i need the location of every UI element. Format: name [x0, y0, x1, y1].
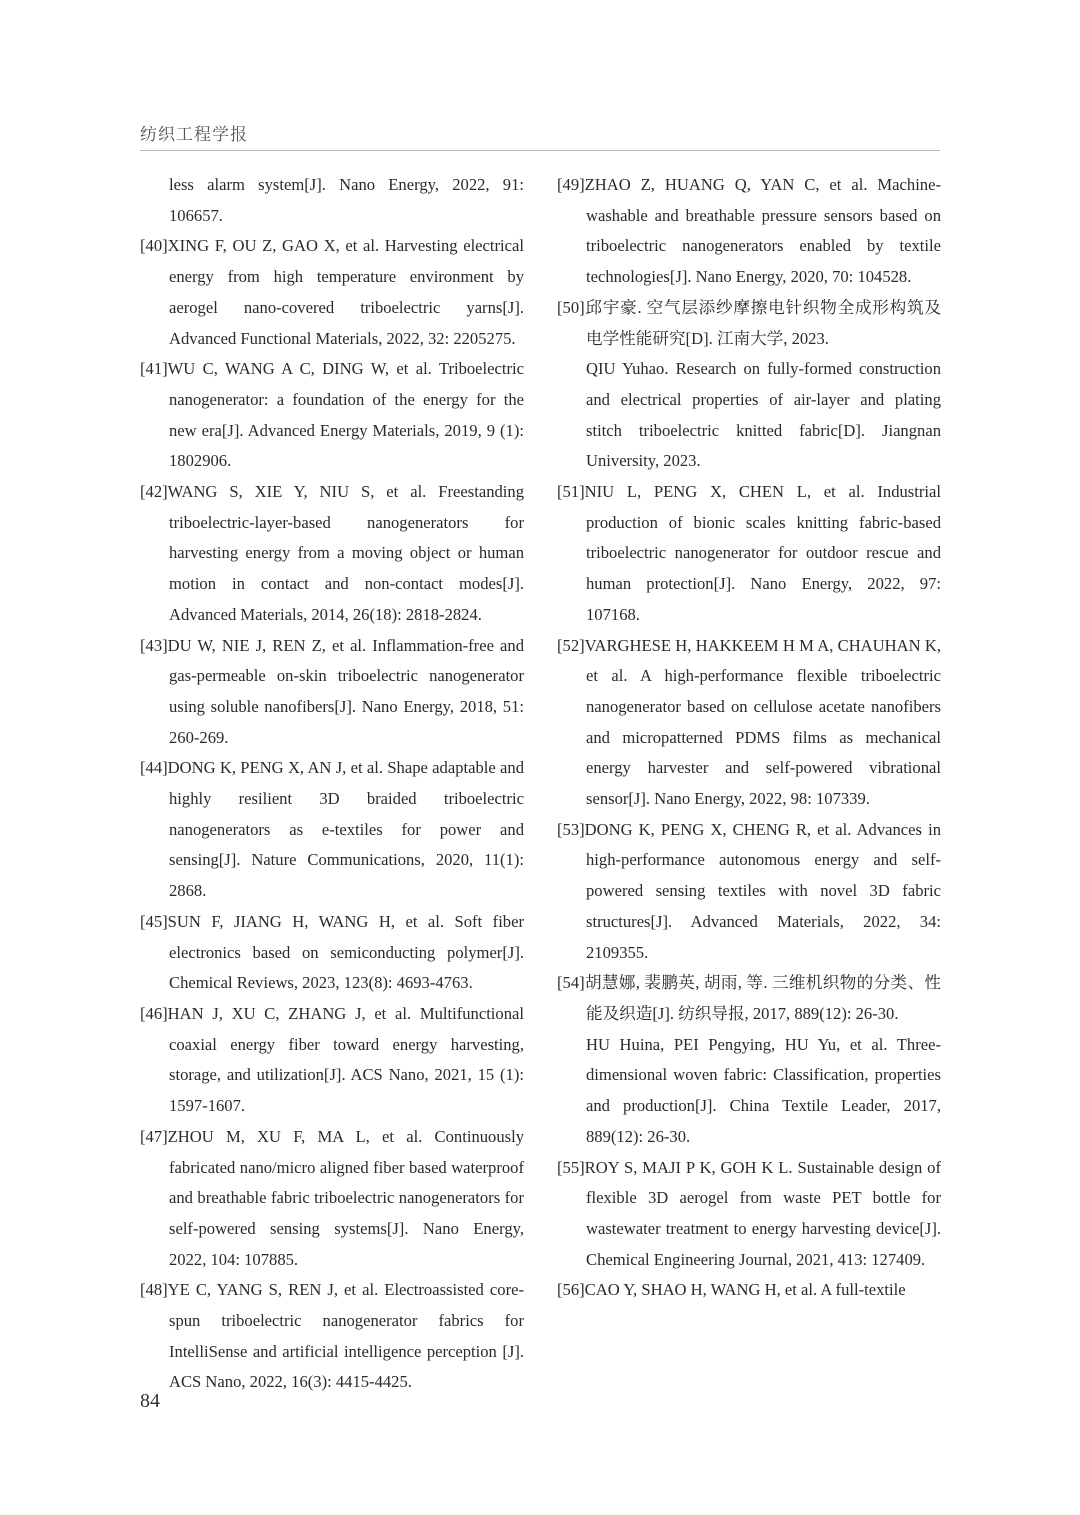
reference-entry	[140, 753, 524, 907]
reference-text: [51]NIU L, PENG X, CHEN L, et al. Industrial production of bionic scales knitting fabric-based triboelectric nanogenerator for outdoor rescue and human protection[J]. Nano Energy, 2022, 97: 107168.	[557, 482, 941, 624]
reference-text: [46]HAN J, XU C, ZHANG J, et al. Multifunctional coaxial energy fiber toward energy harvesting, storage, and utilization[J]. ACS Nano, 2021, 15 (1): 1597-1607.	[140, 1003, 524, 1116]
reference-entry	[140, 354, 524, 477]
page-number: 84	[140, 1390, 160, 1412]
reference-text: [41]WU C, WANG A C, DING W, et al. Triboelectric nanogenerator: a foundation of the energy for the new era[J]. Advanced Energy Materials, 2019, 9 (1): 1802906.	[140, 359, 524, 471]
reference-text: [44]DONG K, PENG X, AN J, et al. Shape adaptable and highly resilient 3D braided triboelectric nanogenerators as e-textiles for power and sensing[J]. Nature Communications, 2020, 11(1): 2868.	[140, 758, 524, 901]
reference-entry	[557, 1275, 941, 1306]
reference-continuation	[140, 170, 524, 231]
reference-translation: HU Huina, PEI Pengying, HU Yu, et al. Three-dimensional woven fabric: Classification, properties and production[J]. China Textile Leader, 2017, 889(12): 26-30.	[586, 1034, 941, 1146]
reference-entry	[140, 907, 524, 999]
reference-text: [54]胡慧娜, 裴鹏英, 胡雨, 等. 三维机织物的分类、性能及织造[J]. 纺织导报, 2017, 889(12): 26-30.	[557, 973, 941, 1023]
reference-text: [52]VARGHESE H, HAKKEEM H M A, CHAUHAN K, et al. A high-performance flexible triboelectric nanogenerator based on cellulose acetate nanofibers and micropatterned PDMS films as mechanical energy harvester and self-powered vibrational sensor[J]. Nano Energy, 2022, 98: 107339.	[557, 635, 941, 809]
reference-text: [50]邱宇豪. 空气层添纱摩擦电针织物全成形构筑及电学性能研究[D]. 江南大学, 2023.	[557, 297, 941, 348]
reference-text: less alarm system[J]. Nano Energy, 2022, 91: 106657.	[169, 175, 524, 225]
reference-text: [42]WANG S, XIE Y, NIU S, et al. Freestanding triboelectric-layer-based nanogenerators for harvesting energy from a moving object or human motion in contact and non-contact modes[J]. Advanced Materials, 2014, 26(18): 2818-2824.	[140, 482, 524, 624]
reference-entry	[140, 1275, 524, 1398]
reference-entry	[557, 1153, 941, 1276]
reference-entry	[557, 293, 941, 477]
reference-text: [49]ZHAO Z, HUANG Q, YAN C, et al. Machine-washable and breathable pressure sensors based on triboelectric nanogenerators enabled by textile technologies[J]. Nano Energy, 2020, 70: 104528.	[557, 175, 941, 287]
running-header	[140, 117, 940, 151]
reference-translation: QIU Yuhao. Research on fully-formed construction and electrical properties of air-layer and plating stitch triboelectric knitted fabric[D]. Jiangnan University, 2023.	[586, 359, 941, 471]
reference-text: [53]DONG K, PENG X, CHENG R, et al. Advances in high-performance autonomous energy and self-powered sensing textiles with novel 3D fabric structures[J]. Advanced Materials, 2022, 34: 2109355.	[557, 819, 941, 962]
reference-entry	[140, 231, 524, 354]
reference-entry	[557, 170, 941, 293]
reference-text: [47]ZHOU M, XU F, MA L, et al. Continuously fabricated nano/micro aligned fiber based waterproof and breathable fabric triboelectric nanogenerators for self-powered sensing systems[J]. Nano Energy, 2022, 104: 107885.	[140, 1126, 524, 1269]
reference-entry	[140, 477, 524, 631]
reference-text: [48]YE C, YANG S, REN J, et al. Electroassisted core-spun triboelectric nanogenerator fabrics for IntelliSense and artificial intelligence perception [J]. ACS Nano, 2022, 16(3): 4415-4425.	[140, 1280, 524, 1392]
reference-text: [56]CAO Y, SHAO H, WANG H, et al. A full-textile	[557, 1280, 906, 1300]
journal-title: 纺织工程学报	[140, 125, 248, 145]
reference-column-left	[140, 170, 524, 1398]
reference-entry	[140, 631, 524, 754]
reference-entry	[557, 968, 941, 1152]
reference-entry	[140, 999, 524, 1122]
reference-entry	[557, 477, 941, 631]
reference-entry	[557, 815, 941, 969]
reference-text: [45]SUN F, JIANG H, WANG H, et al. Soft fiber electronics based on semiconducting polymer[J]. Chemical Reviews, 2023, 123(8): 4693-4763.	[140, 911, 524, 993]
reference-entry	[557, 631, 941, 815]
reference-text: [55]ROY S, MAJI P K, GOH K L. Sustainable design of flexible 3D aerogel from waste PET bottle for wastewater treatment to energy harvesting device[J]. Chemical Engineering Journal, 2021, 413: 127409.	[557, 1157, 941, 1269]
reference-entry	[140, 1122, 524, 1276]
reference-text: [40]XING F, OU Z, GAO X, et al. Harvesting electrical energy from high temperature environment by aerogel nano-covered triboelectric yarns[J]. Advanced Functional Materials, 2022, 32: 2205275.	[140, 236, 524, 348]
reference-text: [43]DU W, NIE J, REN Z, et al. Inflammation-free and gas-permeable on-skin triboelectric nanogenerator using soluble nanofibers[J]. Nano Energy, 2018, 51: 260-269.	[140, 635, 524, 747]
reference-column-right	[557, 170, 941, 1306]
